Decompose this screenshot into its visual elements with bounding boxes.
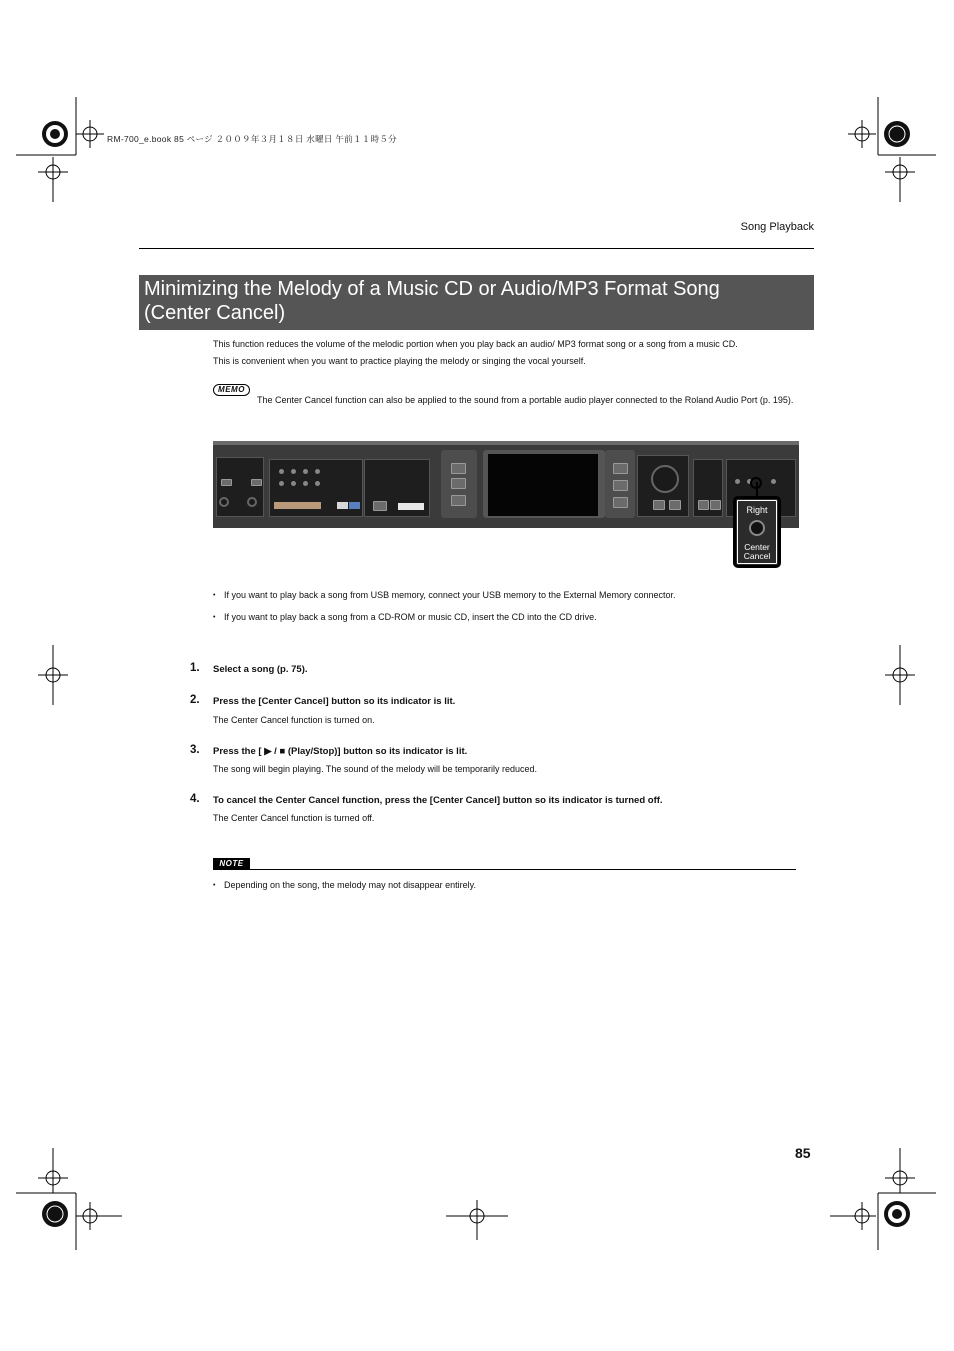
step-number: 4.	[190, 793, 200, 805]
header-rule	[139, 248, 814, 249]
note-item: • Depending on the song, the melody may not disappear entirely.	[213, 880, 476, 890]
center-cancel-callout	[733, 496, 781, 568]
bullet-item: • If you want to play back a song from a CD-ROM or music CD, insert the CD into the CD drive.	[213, 612, 597, 622]
section-label: Song Playback	[740, 221, 814, 233]
panel-button	[251, 479, 262, 486]
memo-text: The Center Cancel function can also be applied to the sound from a portable audio player connected to the Roland Audio Port (p. 195).	[257, 395, 794, 405]
page-title	[139, 275, 814, 330]
panel-left-section	[216, 457, 264, 517]
page-number: 85	[795, 1145, 811, 1161]
step-description: The Center Cancel function is turned off.	[213, 813, 375, 823]
step-description: The Center Cancel function is turned on.	[213, 715, 375, 725]
intro-line-2: This is convenient when you want to practice playing the melody or singing the vocal yourself.	[213, 356, 586, 366]
control-panel-illustration	[213, 441, 799, 528]
memo-badge: MEMO	[213, 384, 250, 396]
note-rule	[213, 869, 796, 870]
intro-line-1: This function reduces the volume of the melodic portion when you play back an audio/ MP3 format song or a song from a music CD.	[213, 339, 738, 349]
print-header: RM-700_e.book 85 ページ ２００９年３月１８日 水曜日 午前１１時５分	[107, 134, 397, 144]
step-instruction: To cancel the Center Cancel function, press the [Center Cancel] button so its indicator is turned off.	[213, 795, 663, 806]
step-number: 3.	[190, 744, 200, 756]
note-badge: NOTE	[213, 858, 250, 869]
step-number: 2.	[190, 694, 200, 706]
step-description: The song will begin playing. The sound of the melody will be temporarily reduced.	[213, 764, 538, 774]
callout-leader-line	[756, 482, 758, 497]
step-number: 1.	[190, 662, 200, 674]
variation-buttons	[274, 502, 321, 509]
callout-center-cancel-label: Center Cancel	[743, 542, 771, 561]
balance-knob	[247, 497, 257, 507]
volume-knob	[219, 497, 229, 507]
title-line-2: (Center Cancel)	[144, 302, 286, 324]
step-instruction: Press the [Center Cancel] button so its indicator is lit.	[213, 696, 456, 707]
callout-right-label: Right	[746, 505, 768, 515]
step-instruction: Press the [ ▶ / ■ (Play/Stop)] button so its indicator is lit.	[213, 746, 468, 757]
step-instruction: Select a song (p. 75).	[213, 664, 308, 675]
bullet-item: • If you want to play back a song from USB memory, connect your USB memory to the External Memory connector.	[213, 590, 676, 600]
registration-target-icon	[76, 120, 104, 148]
value-dial	[651, 465, 679, 493]
center-cancel-button-icon	[749, 520, 765, 536]
display-screen	[488, 454, 598, 516]
title-line-1: Minimizing the Melody of a Music CD or Audio/MP3 Format Song	[144, 278, 720, 300]
panel-button	[221, 479, 232, 486]
